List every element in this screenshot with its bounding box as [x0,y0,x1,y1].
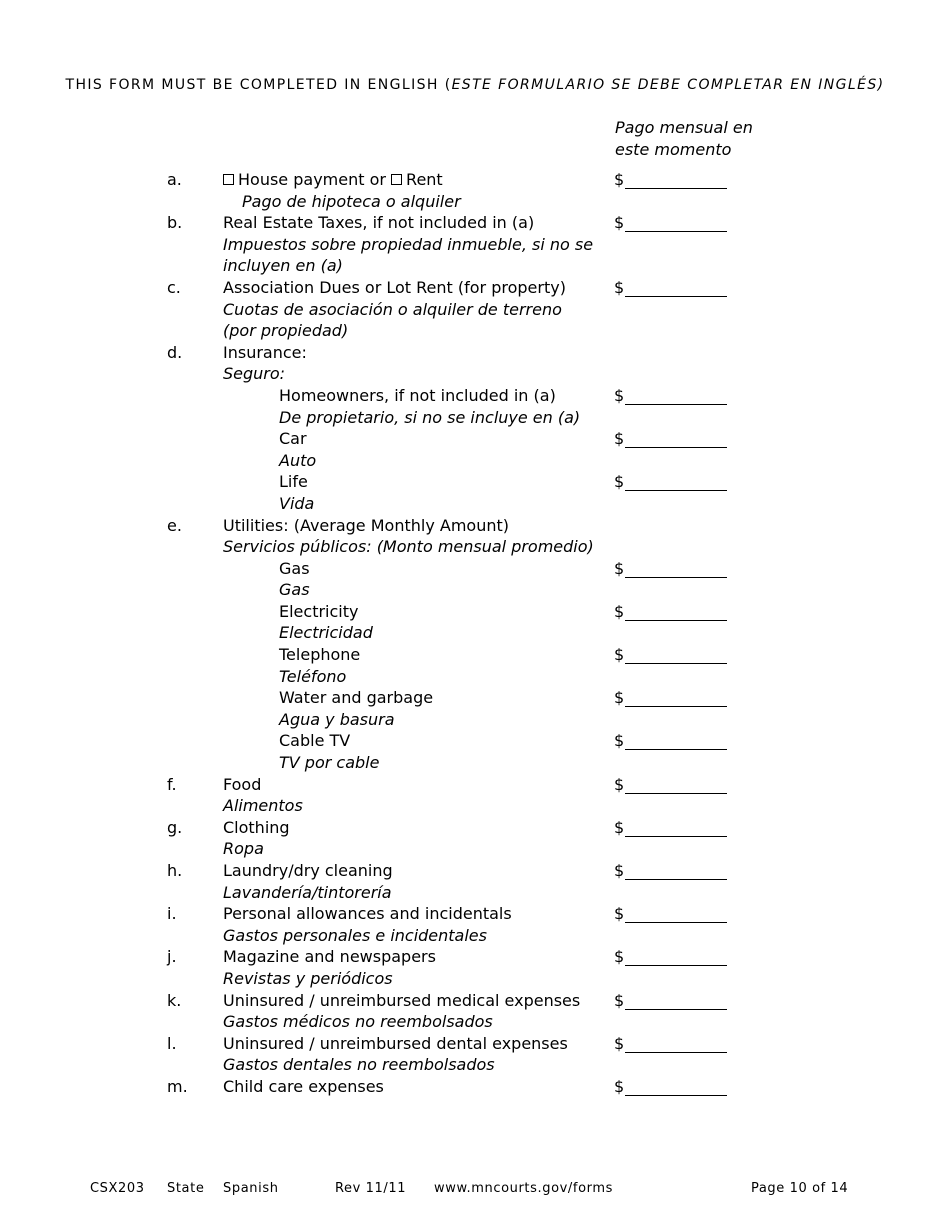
medical-expenses-amount-input[interactable] [625,990,727,1010]
housing-type-options [223,169,443,191]
item-label-es: Impuestos sobre propiedad inmueble, si no se [223,234,594,254]
electricity-row [0,601,950,623]
item-a-row [0,169,950,191]
item-letter: k. [167,990,182,1010]
telephone-es-row [0,666,950,688]
car-row [0,428,950,450]
item-e-row [0,515,950,537]
footer-page-number: Page 10 of 14 [751,1181,849,1196]
dollar-sign: $ [614,601,625,621]
amount-field [614,277,727,299]
amount-field [614,385,727,407]
item-label-en: Laundry/dry cleaning [223,861,393,880]
amount-field [614,601,727,623]
electricity-es-row [0,622,950,644]
water-garbage-amount-input[interactable] [625,687,727,707]
item-g-es-row [0,838,950,860]
telephone-amount-input[interactable] [625,644,727,664]
item-d-row [0,342,950,364]
footer-language: Spanish [223,1181,279,1196]
amount-field [614,1033,727,1055]
item-letter: l. [167,1033,177,1053]
dollar-sign: $ [614,688,625,708]
item-letter: m. [167,1076,188,1096]
item-letter: h. [167,861,183,880]
item-letter: j. [167,947,177,967]
footer-state: State [167,1181,205,1196]
cable-tv-amount-input[interactable] [625,730,727,750]
dollar-sign: $ [614,990,625,1010]
telephone-row [0,644,950,666]
footer-url[interactable]: www.mncourts.gov/forms [434,1181,613,1196]
dollar-sign: $ [614,645,625,665]
gas-amount-input[interactable] [625,558,727,578]
item-m-row [0,1076,950,1098]
item-c-es-row-2 [0,320,950,342]
child-care-amount-input[interactable] [625,1076,727,1096]
item-k-row [0,990,950,1012]
item-letter: e. [167,515,182,535]
item-label-en: Association Dues or Lot Rent (for property) [223,277,566,297]
subitem-label-es: Gas [279,580,310,600]
amount-field [614,471,727,493]
car-insurance-amount-input[interactable] [625,428,727,448]
amount-field [614,558,727,580]
item-label-es: Alimentos [223,796,303,816]
water-es-row [0,709,950,731]
item-a-es-row [0,191,950,213]
subitem-label-en: Cable TV [279,731,351,751]
dollar-sign: $ [614,558,625,578]
notice-spanish: ESTE FORMULARIO SE DEBE COMPLETAR EN INGLÉS) [451,77,885,93]
amount-field [614,730,727,752]
subitem-label-es: Electricidad [279,623,373,643]
item-b-es-row-2 [0,255,950,277]
subitem-label-es: TV por cable [279,753,380,773]
homeowners-amount-input[interactable] [625,385,727,405]
house-payment-amount-input[interactable] [625,169,727,189]
subitem-label-en: Telephone [279,645,361,665]
gas-es-row [0,579,950,601]
item-letter: f. [167,774,177,794]
item-letter: g. [167,817,183,837]
item-h-row [0,860,950,882]
item-b-row [0,212,950,234]
item-letter: i. [167,904,177,924]
amount-field [614,860,727,882]
life-es-row [0,493,950,515]
rent-label: Rent [406,170,443,189]
water-row [0,687,950,709]
item-label-es: Cuotas de asociación o alquiler de terreno [223,299,562,319]
amount-column-header-line1: Pago mensual en [615,118,753,137]
dollar-sign: $ [614,429,625,449]
item-label-es: (por propiedad) [223,321,349,341]
footer-form-code: CSX203 [90,1181,145,1196]
item-letter: c. [167,277,181,297]
association-dues-amount-input[interactable] [625,277,727,297]
item-label-es: Gastos dentales no reembolsados [223,1055,495,1075]
amount-field [614,644,727,666]
item-label-en: Clothing [223,817,290,837]
dollar-sign: $ [614,1076,625,1096]
amount-field [614,169,727,191]
item-label-es: Lavandería/tintorería [223,882,392,902]
item-label-es: Pago de hipoteca o alquiler [242,191,461,211]
item-label-es: Servicios públicos: (Monto mensual promedio) [223,537,594,557]
item-i-row [0,903,950,925]
dollar-sign: $ [614,904,625,924]
item-label-es: incluyen en (a) [223,256,343,276]
subitem-label-en: Car [279,429,307,449]
clothing-amount-input[interactable] [625,817,727,837]
dollar-sign: $ [614,817,625,837]
item-f-es-row [0,795,950,817]
amount-column-header [615,117,815,160]
magazines-amount-input[interactable] [625,946,727,966]
house-payment-checkbox[interactable] [223,174,234,185]
item-j-es-row [0,968,950,990]
dollar-sign: $ [614,277,625,297]
item-letter: b. [167,213,183,233]
item-label-en: Insurance: [223,342,307,362]
item-d-es-row [0,363,950,385]
dollar-sign: $ [614,731,625,751]
electricity-amount-input[interactable] [625,601,727,621]
homeowners-es-row [0,407,950,429]
food-amount-input[interactable] [625,774,727,794]
item-letter: d. [167,342,183,362]
dollar-sign: $ [614,170,625,189]
item-label-en: Utilities: (Average Monthly Amount) [223,515,509,535]
item-g-row [0,817,950,839]
subitem-label-es: De propietario, si no se incluye en (a) [279,407,581,427]
dollar-sign: $ [614,213,625,233]
house-payment-label: House payment or [238,170,386,189]
subitem-label-en: Electricity [279,601,359,621]
amount-field [614,903,727,925]
amount-field [614,774,727,796]
subitem-label-en: Homeowners, if not included in (a) [279,385,556,405]
item-l-es-row [0,1054,950,1076]
expense-list [0,169,950,1098]
item-label-es: Seguro: [223,364,286,384]
amount-field [614,212,727,234]
amount-field [614,1076,727,1098]
amount-field [614,428,727,450]
amount-field [614,687,727,709]
item-c-row [0,277,950,299]
item-label-en: Personal allowances and incidentals [223,904,512,924]
form-language-notice [0,77,950,93]
laundry-amount-input[interactable] [625,860,727,880]
item-label-es: Ropa [223,839,264,859]
item-f-row [0,774,950,796]
item-label-es: Gastos personales e incidentales [223,925,487,945]
life-insurance-amount-input[interactable] [625,471,727,491]
subitem-label-es: Agua y basura [279,709,395,729]
dollar-sign: $ [614,1033,625,1053]
life-row [0,471,950,493]
real-estate-taxes-amount-input[interactable] [625,212,727,232]
item-e-es-row [0,536,950,558]
amount-column-header-line2: este momento [615,139,732,159]
dollar-sign: $ [614,861,625,880]
item-label-en: Magazine and newspapers [223,947,436,967]
dollar-sign: $ [614,472,625,492]
dental-expenses-amount-input[interactable] [625,1033,727,1053]
item-label-en: Uninsured / unreimbursed dental expenses [223,1033,568,1053]
personal-allowances-amount-input[interactable] [625,903,727,923]
subitem-label-en: Water and garbage [279,688,434,708]
car-es-row [0,450,950,472]
item-i-es-row [0,925,950,947]
dollar-sign: $ [614,774,625,794]
cable-es-row [0,752,950,774]
subitem-label-en: Gas [279,558,310,578]
homeowners-row [0,385,950,407]
item-h-es-row [0,882,950,904]
item-l-row [0,1033,950,1055]
item-j-row [0,946,950,968]
dollar-sign: $ [614,385,625,405]
gas-row [0,558,950,580]
amount-field [614,990,727,1012]
subitem-label-en: Life [279,472,308,492]
item-label-es: Revistas y periódicos [223,968,393,988]
amount-field [614,817,727,839]
subitem-label-es: Teléfono [279,666,347,686]
item-label-en: Real Estate Taxes, if not included in (a) [223,213,535,233]
item-label-en: Food [223,774,262,794]
notice-english: THIS FORM MUST BE COMPLETED IN ENGLISH ( [65,77,452,93]
item-label-es: Gastos médicos no reembolsados [223,1012,493,1032]
rent-checkbox[interactable] [391,174,402,185]
item-label-en: Uninsured / unreimbursed medical expenses [223,990,581,1010]
footer-revision: Rev 11/11 [335,1181,407,1196]
item-letter: a. [167,170,182,189]
cable-row [0,730,950,752]
subitem-label-es: Auto [279,450,317,470]
amount-field [614,946,727,968]
item-c-es-row [0,299,950,321]
item-k-es-row [0,1011,950,1033]
item-label-en: Child care expenses [223,1076,384,1096]
subitem-label-es: Vida [279,493,315,513]
item-b-es-row [0,234,950,256]
dollar-sign: $ [614,947,625,967]
